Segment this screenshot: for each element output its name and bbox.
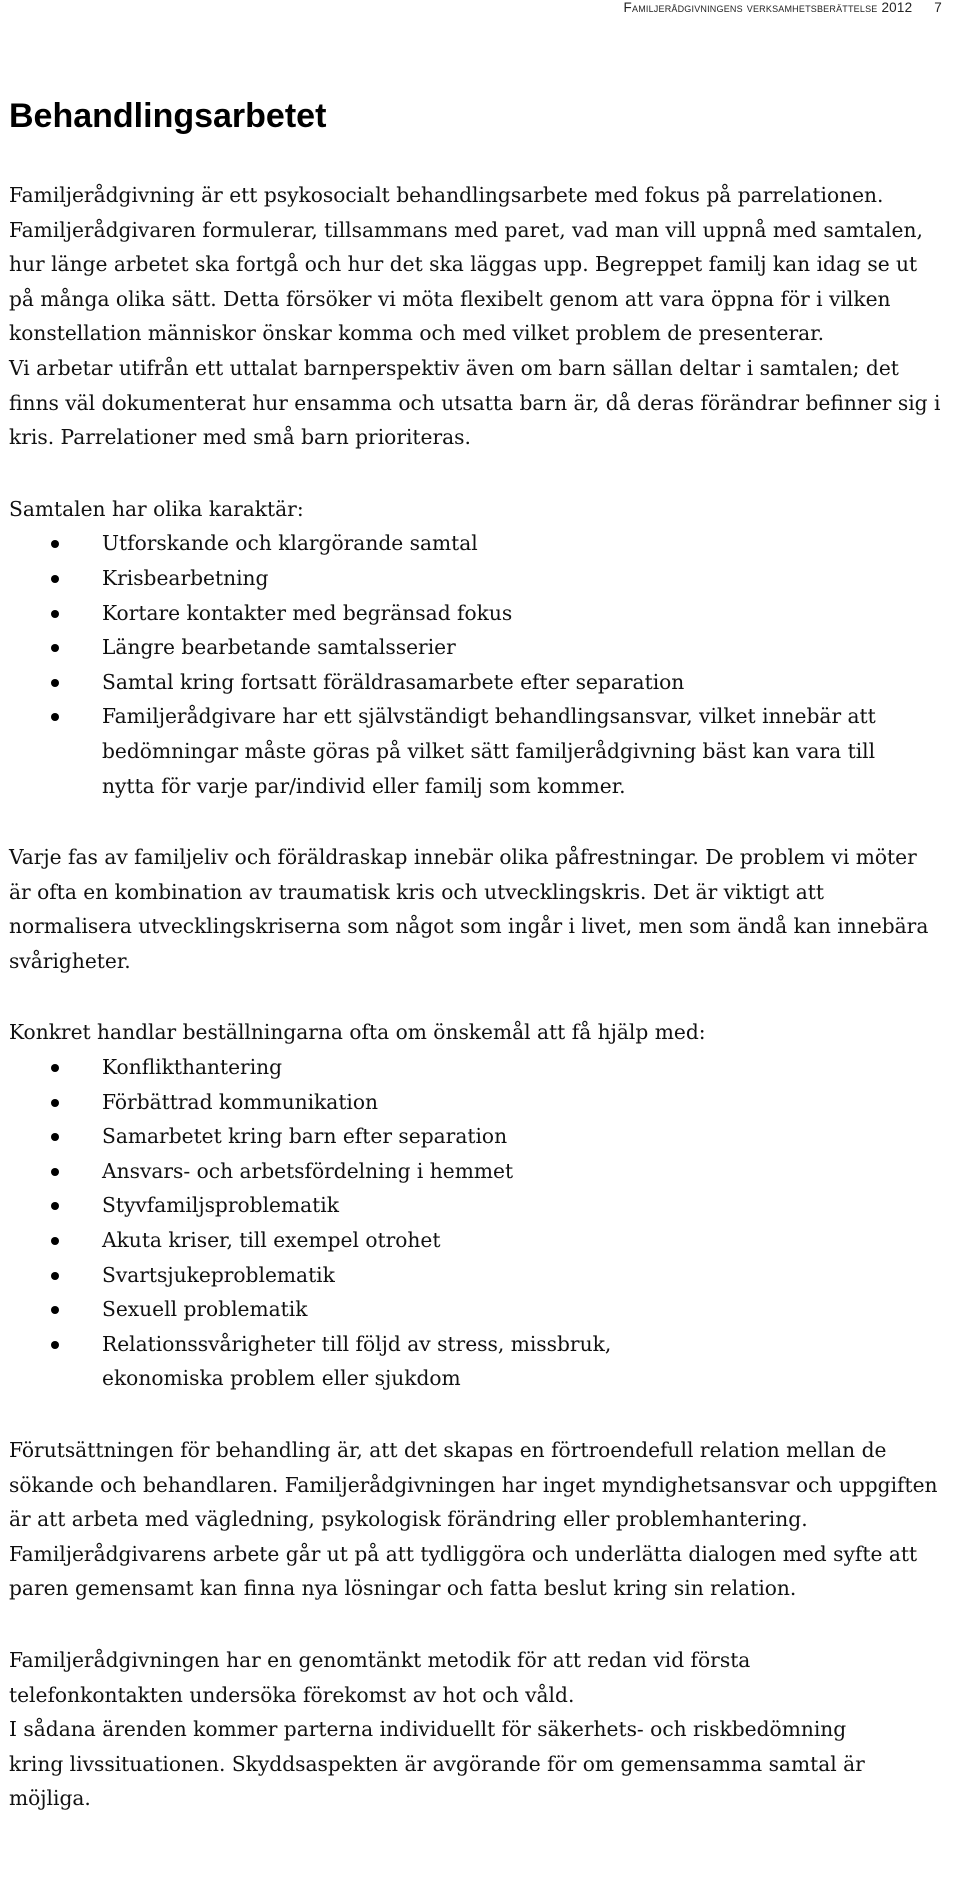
header-title: Familjerådgivningens verksamhetsberättelse 2012 xyxy=(623,0,913,15)
paragraph-child-perspective: Vi arbetar utifrån ett uttalat barnperspektiv även om barn sällan deltar i samtalen; det finns väl dokumenterat hur ensamma och utsatta barn är, då deras förändrar befinner sig i kris. Parrelationer med små barn prioriteras. xyxy=(9,355,941,450)
document-body xyxy=(9,96,944,1816)
page-number: 7 xyxy=(934,0,942,15)
paragraph-treatment-conditions: Förutsättningen för behandling är, att det skapas en förtroendefull relation mellan de sökande och behandlaren. Familjerådgivningen har inget myndighetsansvar och uppgiften är att arbeta med vägledning, psykologisk förändring eller problemhantering. Familjerådgivarens arbete går ut på att tydliggöra och underlätta dialogen med syfte att paren gemensamt kan finna nya lösningar och fatta beslut kring sin relation. xyxy=(9,1438,938,1601)
conversation-types-list xyxy=(9,526,944,803)
section-heading: Behandlingsarbetet xyxy=(9,97,327,135)
list-intro-conversations: Samtalen har olika karaktär: xyxy=(9,496,304,521)
list-item: Kortare kontakter med begränsad fokus xyxy=(9,596,944,631)
list-intro-requests: Konkret handlar beställningarna ofta om önskemål att få hjälp med: xyxy=(9,1020,706,1045)
list-item: Akuta kriser, till exempel otrohet xyxy=(9,1223,944,1258)
list-item: Krisbearbetning xyxy=(9,561,944,596)
list-item: Styvfamiljsproblematik xyxy=(9,1188,944,1223)
list-item: Svartsjukeproblematik xyxy=(9,1258,944,1293)
list-item: Relationssvårigheter till följd av stress, missbruk, ekonomiska problem eller sjukdom xyxy=(9,1327,944,1396)
paragraph-family-phases: Varje fas av familjeliv och föräldraskap innebär olika påfrestningar. De problem vi möter är ofta en kombination av traumatisk kris och utvecklingskris. Det är viktigt att normalisera utvecklingskriserna som något som ingår i livet, men som ändå kan innebära svårigheter. xyxy=(9,845,929,973)
list-item: Samarbetet kring barn efter separation xyxy=(9,1119,944,1154)
list-item: Förbättrad kommunikation xyxy=(9,1085,944,1120)
list-item: Samtal kring fortsatt föräldrasamarbete efter separation xyxy=(9,665,944,700)
list-item: Utforskande och klargörande samtal xyxy=(9,526,944,561)
list-item: Familjerådgivare har ett självständigt behandlingsansvar, vilket innebär att bedömningar måste göras på vilket sätt familjerådgivning bäst kan vara till nytta för varje par/individ eller familj som kommer. xyxy=(9,699,944,803)
list-item: Längre bearbetande samtalsserier xyxy=(9,630,944,665)
list-item: Sexuell problematik xyxy=(9,1292,944,1327)
paragraph-violence-method: Familjerådgivningen har en genomtänkt metodik för att redan vid första telefonkontakten undersöka förekomst av hot och våld. xyxy=(9,1647,751,1707)
request-topics-list xyxy=(9,1050,944,1396)
list-item: Ansvars- och arbetsfördelning i hemmet xyxy=(9,1154,944,1189)
paragraph-safety-assessment: I sådana ärenden kommer parterna individuellt för säkerhets- och riskbedömning kring livssituationen. Skyddsaspekten är avgörande för om gemensamma samtal är möjliga. xyxy=(9,1717,865,1811)
paragraph-intro: Familjerådgivning är ett psykosocialt behandlingsarbete med fokus på parrelationen. Familjerådgivaren formulerar, tillsammans med paret, vad man vill uppnå med samtalen, hur länge arbetet ska fortgå och hur det ska läggas upp. Begreppet familj kan idag se ut på många olika sätt. Detta försöker vi möta flexibelt genom att vara öppna för i vilken konstellation människor önskar komma och med vilket problem de presenterar. xyxy=(9,183,923,346)
running-header xyxy=(624,0,942,15)
list-item: Konflikthantering xyxy=(9,1050,944,1085)
